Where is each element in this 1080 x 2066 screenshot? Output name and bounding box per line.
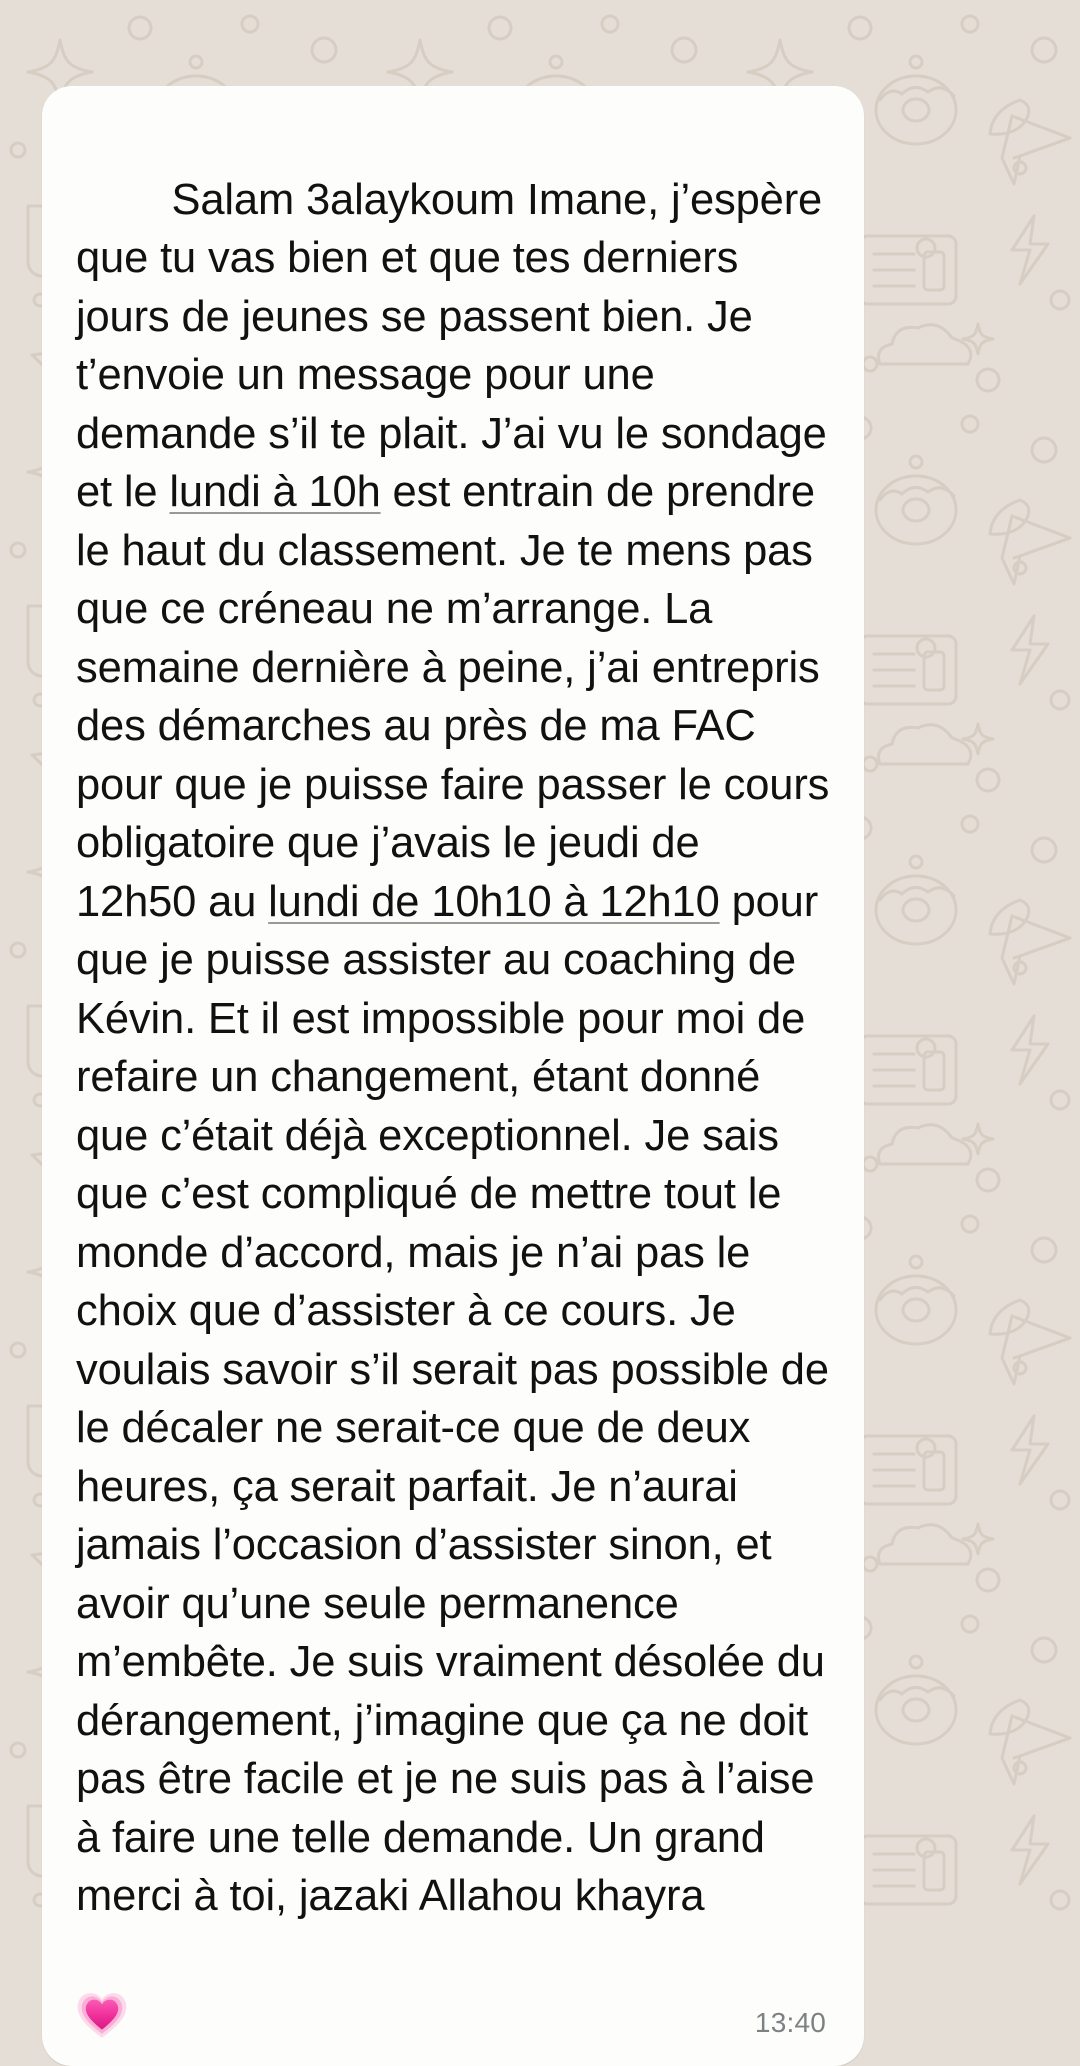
message-timestamp: 13:40 (754, 2007, 826, 2038)
message-segment-underline-2[interactable]: lundi de 10h10 à 12h10 (268, 877, 720, 926)
message-segment-text-1: Salam 3alaykoum Imane, j’espère que tu vas bien et que tes derniers jours de jeunes se passent bien. Je t’envoie un message pour une demande s’il te plait. J’ai vu le sondage et le (76, 175, 839, 516)
message-segment-text-2: est entrain de prendre le haut du classement. Je te mens pas que ce créneau ne m’arrange. La semaine dernière à peine, j’ai entrepris des démarches au près de ma FAC pour que je puisse faire passer le cours obligatoire que j’avais le jeudi de 12h50 au (76, 468, 842, 926)
message-row-incoming (0, 86, 1080, 2066)
message-segment-underline-1[interactable]: lundi à 10h (169, 468, 381, 516)
message-text (76, 112, 842, 1984)
message-footer (76, 1986, 830, 2048)
message-emoji-line (76, 1986, 128, 2048)
message-segment-text-3: pour que je puisse assister au coaching de Kévin. Et il est impossible pour moi de refaire un changement, étant donné que c’était déjà exceptionnel. Je sais que c’est compliqué de mettre tout le monde d’accord, mais je n’ai pas le choix que d’assister à ce cours. Je voulais savoir s’il serait pas possible de le décaler ne serait-ce que de deux heures, ça serait parfait. Je n’aurai jamais l’occasion d’assister sinon, et avoir qu’une seule permanence m’embête. Je suis vraiment désolée du dérangement, j’imagine que ça ne doit pas être facile et je ne suis pas à l’aise à faire une telle demande. Un grand merci à toi, jazaki Allahou khayra (76, 877, 841, 1920)
message-bubble[interactable] (42, 86, 864, 2066)
growing-heart-icon (76, 1989, 128, 2041)
